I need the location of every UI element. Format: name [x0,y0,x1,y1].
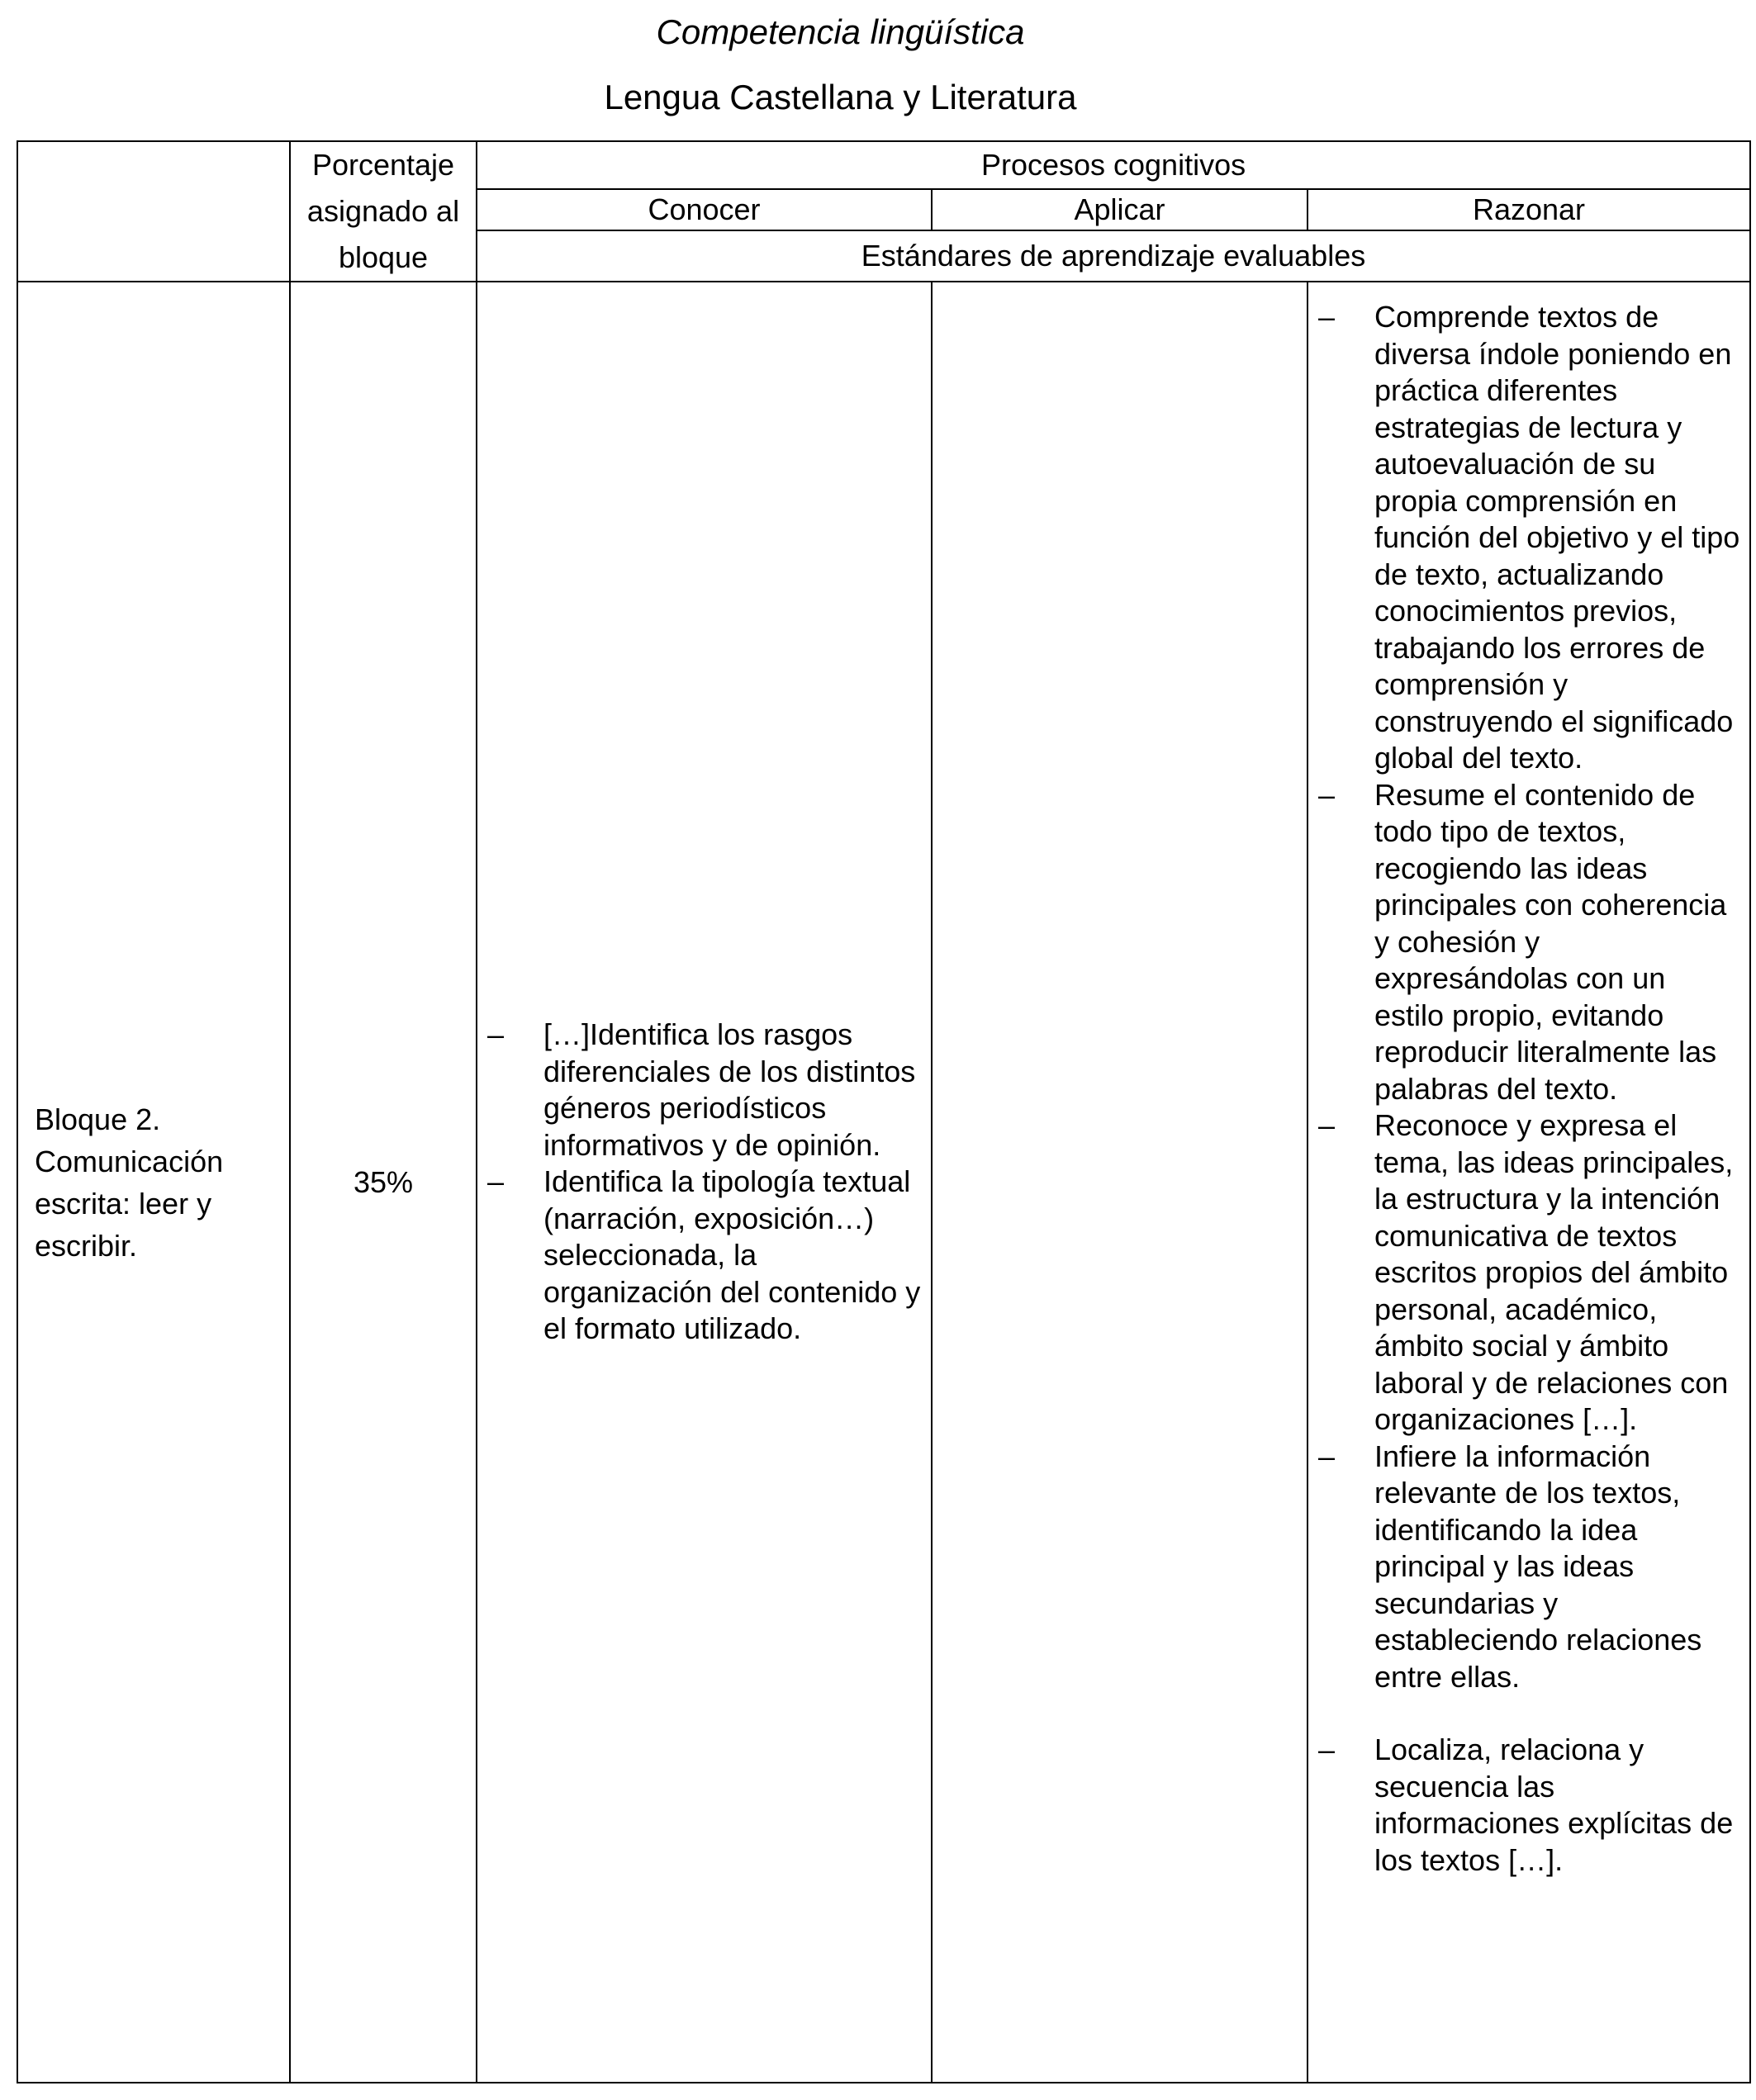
standards-header: Estándares de aprendizaje evaluables [477,230,1750,282]
bloque-percentage: 35% [290,282,477,2083]
table-row [17,282,1750,2083]
list-item: – Resume el contenido de todo tipo de textos, recogiendo las ideas principales con coherencia y cohesión y expresándolas con un estilo propio, evitando reproducir literalmente las palabras del texto. [1308,777,1749,1108]
standards-table [17,140,1751,2083]
conocer-header: Conocer [477,189,932,230]
list-item: – Localiza, relaciona y secuencia las informaciones explícitas de los textos […]. [1308,1732,1749,1879]
conocer-standards-list [477,1017,931,1348]
razonar-header: Razonar [1308,189,1750,230]
razonar-standards-list [1308,299,1749,1879]
list-item: – Comprende textos de diversa índole poniendo en práctica diferentes estrategias de lectura y autoevaluación de su propia comprensión en función del objetivo y el tipo de texto, actualizando conocimientos previos, trabajando los errores de comprensión y construyendo el significado global del texto. [1308,299,1749,777]
percentage-header: Porcentaje asignado al bloque [290,141,477,282]
list-item: – Identifica la tipología textual (narración, exposición…) seleccionada, la organización del contenido y el formato utilizado. [477,1164,931,1348]
subject-area-title: Competencia lingüística [656,12,1025,51]
aplicar-header: Aplicar [932,189,1308,230]
list-item: – Infiere la información relevante de los textos, identificando la idea principal y las ideas secundarias y estableciendo relaciones entre ellas. [1308,1439,1749,1696]
bloque-label: Bloque 2. Comunicación escrita: leer y escribir. [17,282,290,2083]
aplicar-cell [932,282,1308,2083]
subject-title: Lengua Castellana y Literatura [604,78,1077,116]
cognitive-processes-header: Procesos cognitivos [477,141,1750,189]
header-empty-cell [17,141,290,282]
list-item: – Reconoce y expresa el tema, las ideas principales, la estructura y la intención comunicativa de textos escritos propios del ámbito personal, académico, ámbito social y ámbito laboral y de relaciones con organizaciones […]. [1308,1107,1749,1439]
razonar-cell [1308,282,1750,2083]
conocer-cell [477,282,932,2083]
list-item: – […]Identifica los rasgos diferenciales de los distintos géneros periodísticos informativos y de opinión. [477,1017,931,1164]
